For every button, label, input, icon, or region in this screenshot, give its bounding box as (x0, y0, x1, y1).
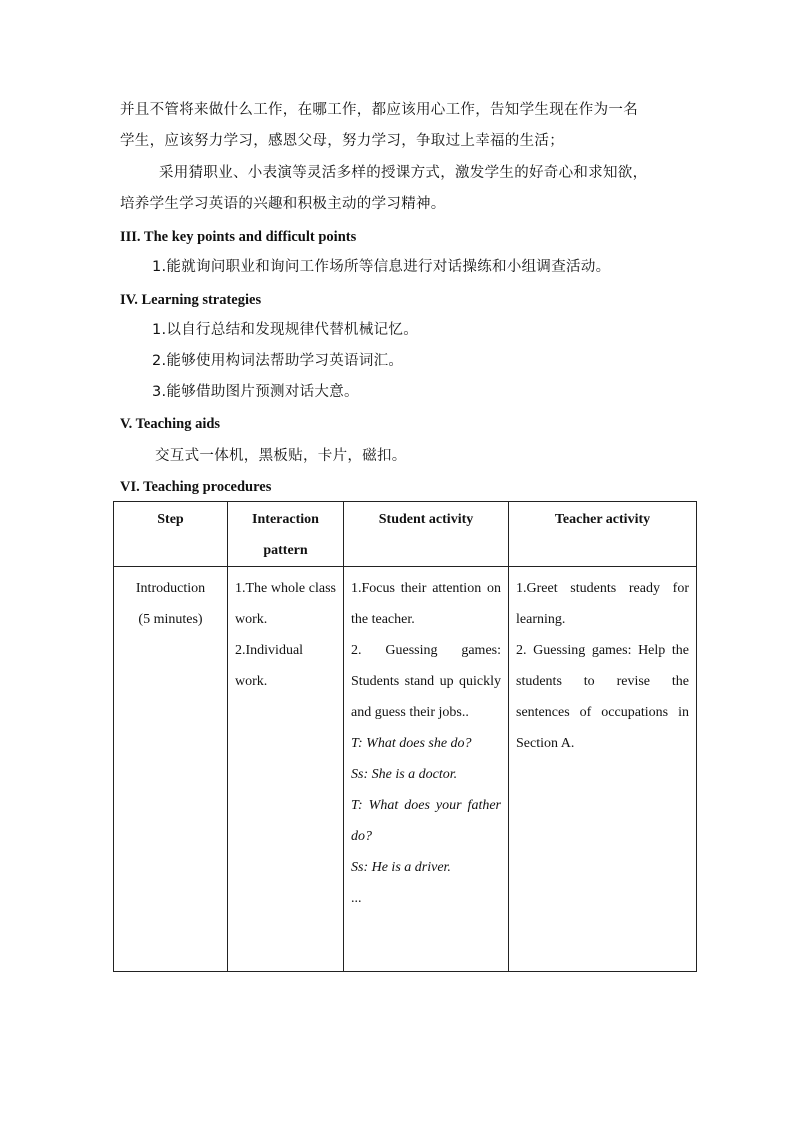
procedures-table (113, 501, 697, 972)
interaction-item: 1.The whole class work. (235, 581, 336, 627)
paragraph-line: 培养学生学习英语的兴趣和积极主动的学习精神。 (120, 196, 446, 212)
student-activity-item: 2. Guessing games: Students stand up quickly and guess their jobs.. (351, 643, 501, 720)
section-heading-teaching-procedures: VI. Teaching procedures (120, 479, 272, 495)
dialogue-line: T: What does she do? (351, 736, 472, 751)
interaction-item: 2.Individual work. (235, 643, 304, 689)
teacher-activity-item: 2. Guessing games: Help the students to revise the sentences of occupations in Section A. (516, 643, 689, 751)
teacher-activity-item: 1.Greet students ready for learning. (516, 581, 689, 627)
dialogue-line: T: What does your father do? (351, 798, 501, 844)
section-heading-learning-strategies: IV. Learning strategies (120, 292, 262, 308)
table-header-row (114, 502, 697, 567)
header-student-activity: Student activity (344, 502, 509, 567)
dialogue-ellipsis: ... (351, 891, 362, 906)
dialogue-line: Ss: She is a doctor. (351, 767, 458, 782)
list-item: 1.以自行总结和发现规律代替机械记忆。 (152, 322, 419, 338)
table-row (114, 567, 697, 972)
step-name: Introduction (135, 581, 206, 596)
header-interaction-pattern: Interaction pattern (228, 502, 344, 567)
header-teacher-activity: Teacher activity (509, 502, 697, 567)
list-item: 交互式一体机，黑板贴，卡片，磁扣。 (155, 448, 407, 464)
list-item: 1.能就询问职业和询问工作场所等信息进行对话操练和小组调查活动。 (152, 259, 611, 275)
interaction-cell (228, 567, 344, 972)
student-activity-cell (344, 567, 509, 972)
student-activity-item: 1.Focus their attention on the teacher. (351, 581, 501, 627)
dialogue-line: Ss: He is a driver. (351, 860, 451, 875)
step-cell (114, 567, 228, 972)
header-step: Step (114, 502, 228, 567)
paragraph-line: 采用猜职业、小表演等灵活多样的授课方式，激发学生的好奇心和求知欲， (159, 165, 648, 181)
paragraph-line: 学生，应该努力学习，感恩父母，努力学习，争取过上幸福的生活； (120, 133, 564, 149)
section-heading-key-points: III. The key points and difficult points (120, 229, 357, 245)
list-item: 3.能够借助图片预测对话大意。 (152, 384, 359, 400)
teacher-activity-cell (509, 567, 697, 972)
list-item: 2.能够使用构词法帮助学习英语词汇。 (152, 353, 404, 369)
paragraph-line: 并且不管将来做什么工作，在哪工作，都应该用心工作，告知学生现在作为一名 (120, 102, 638, 118)
section-heading-teaching-aids: V. Teaching aids (120, 416, 221, 432)
step-duration: (5 minutes) (138, 612, 203, 627)
